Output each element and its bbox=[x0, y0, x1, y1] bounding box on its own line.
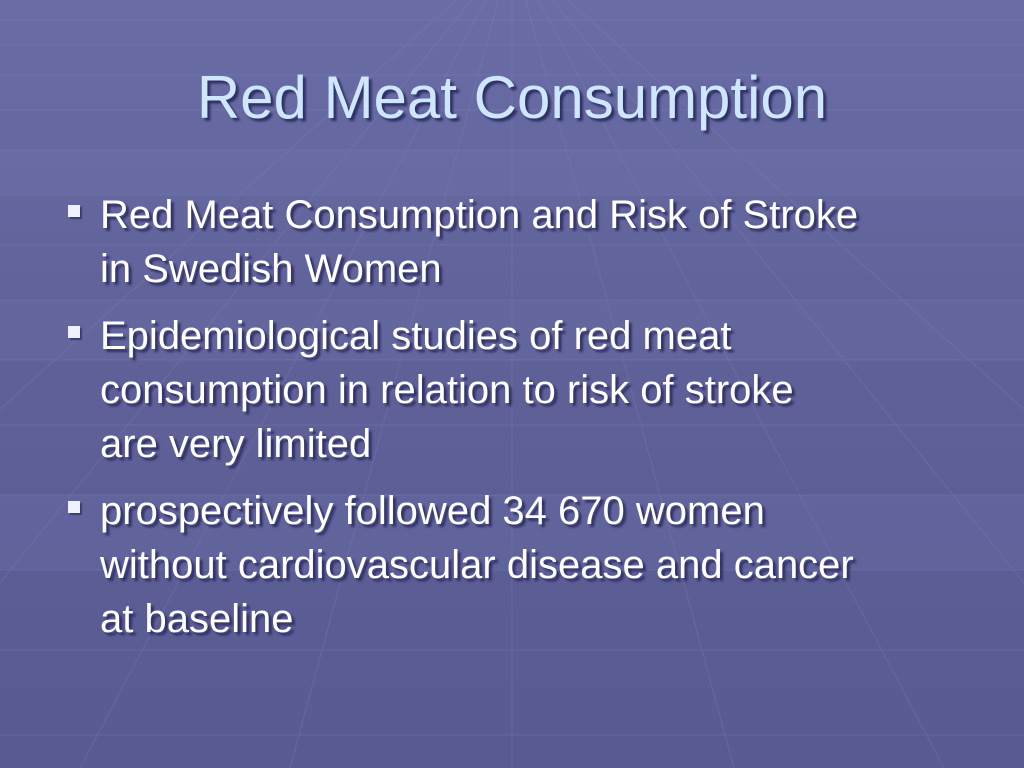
bullet-line: at baseline bbox=[100, 597, 294, 641]
square-bullet-icon bbox=[68, 205, 80, 217]
bullet-item bbox=[62, 484, 982, 646]
bullet-line: Epidemiological studies of red meat bbox=[100, 314, 732, 358]
bullet-line: without cardiovascular disease and cancer bbox=[100, 543, 854, 587]
square-bullet-icon bbox=[68, 326, 80, 338]
bullet-list bbox=[62, 188, 982, 659]
bullet-line: in Swedish Women bbox=[100, 247, 442, 291]
square-bullet-icon bbox=[68, 501, 80, 513]
bullet-line: consumption in relation to risk of stroke bbox=[100, 368, 794, 412]
slide-title: Red Meat Consumption bbox=[196, 64, 828, 131]
bullet-line: Red Meat Consumption and Risk of Stroke bbox=[100, 193, 859, 237]
bullet-line: are very limited bbox=[100, 422, 372, 466]
bullet-item bbox=[62, 309, 982, 471]
bullet-line: prospectively followed 34 670 women bbox=[100, 489, 765, 533]
bullet-item bbox=[62, 188, 982, 296]
